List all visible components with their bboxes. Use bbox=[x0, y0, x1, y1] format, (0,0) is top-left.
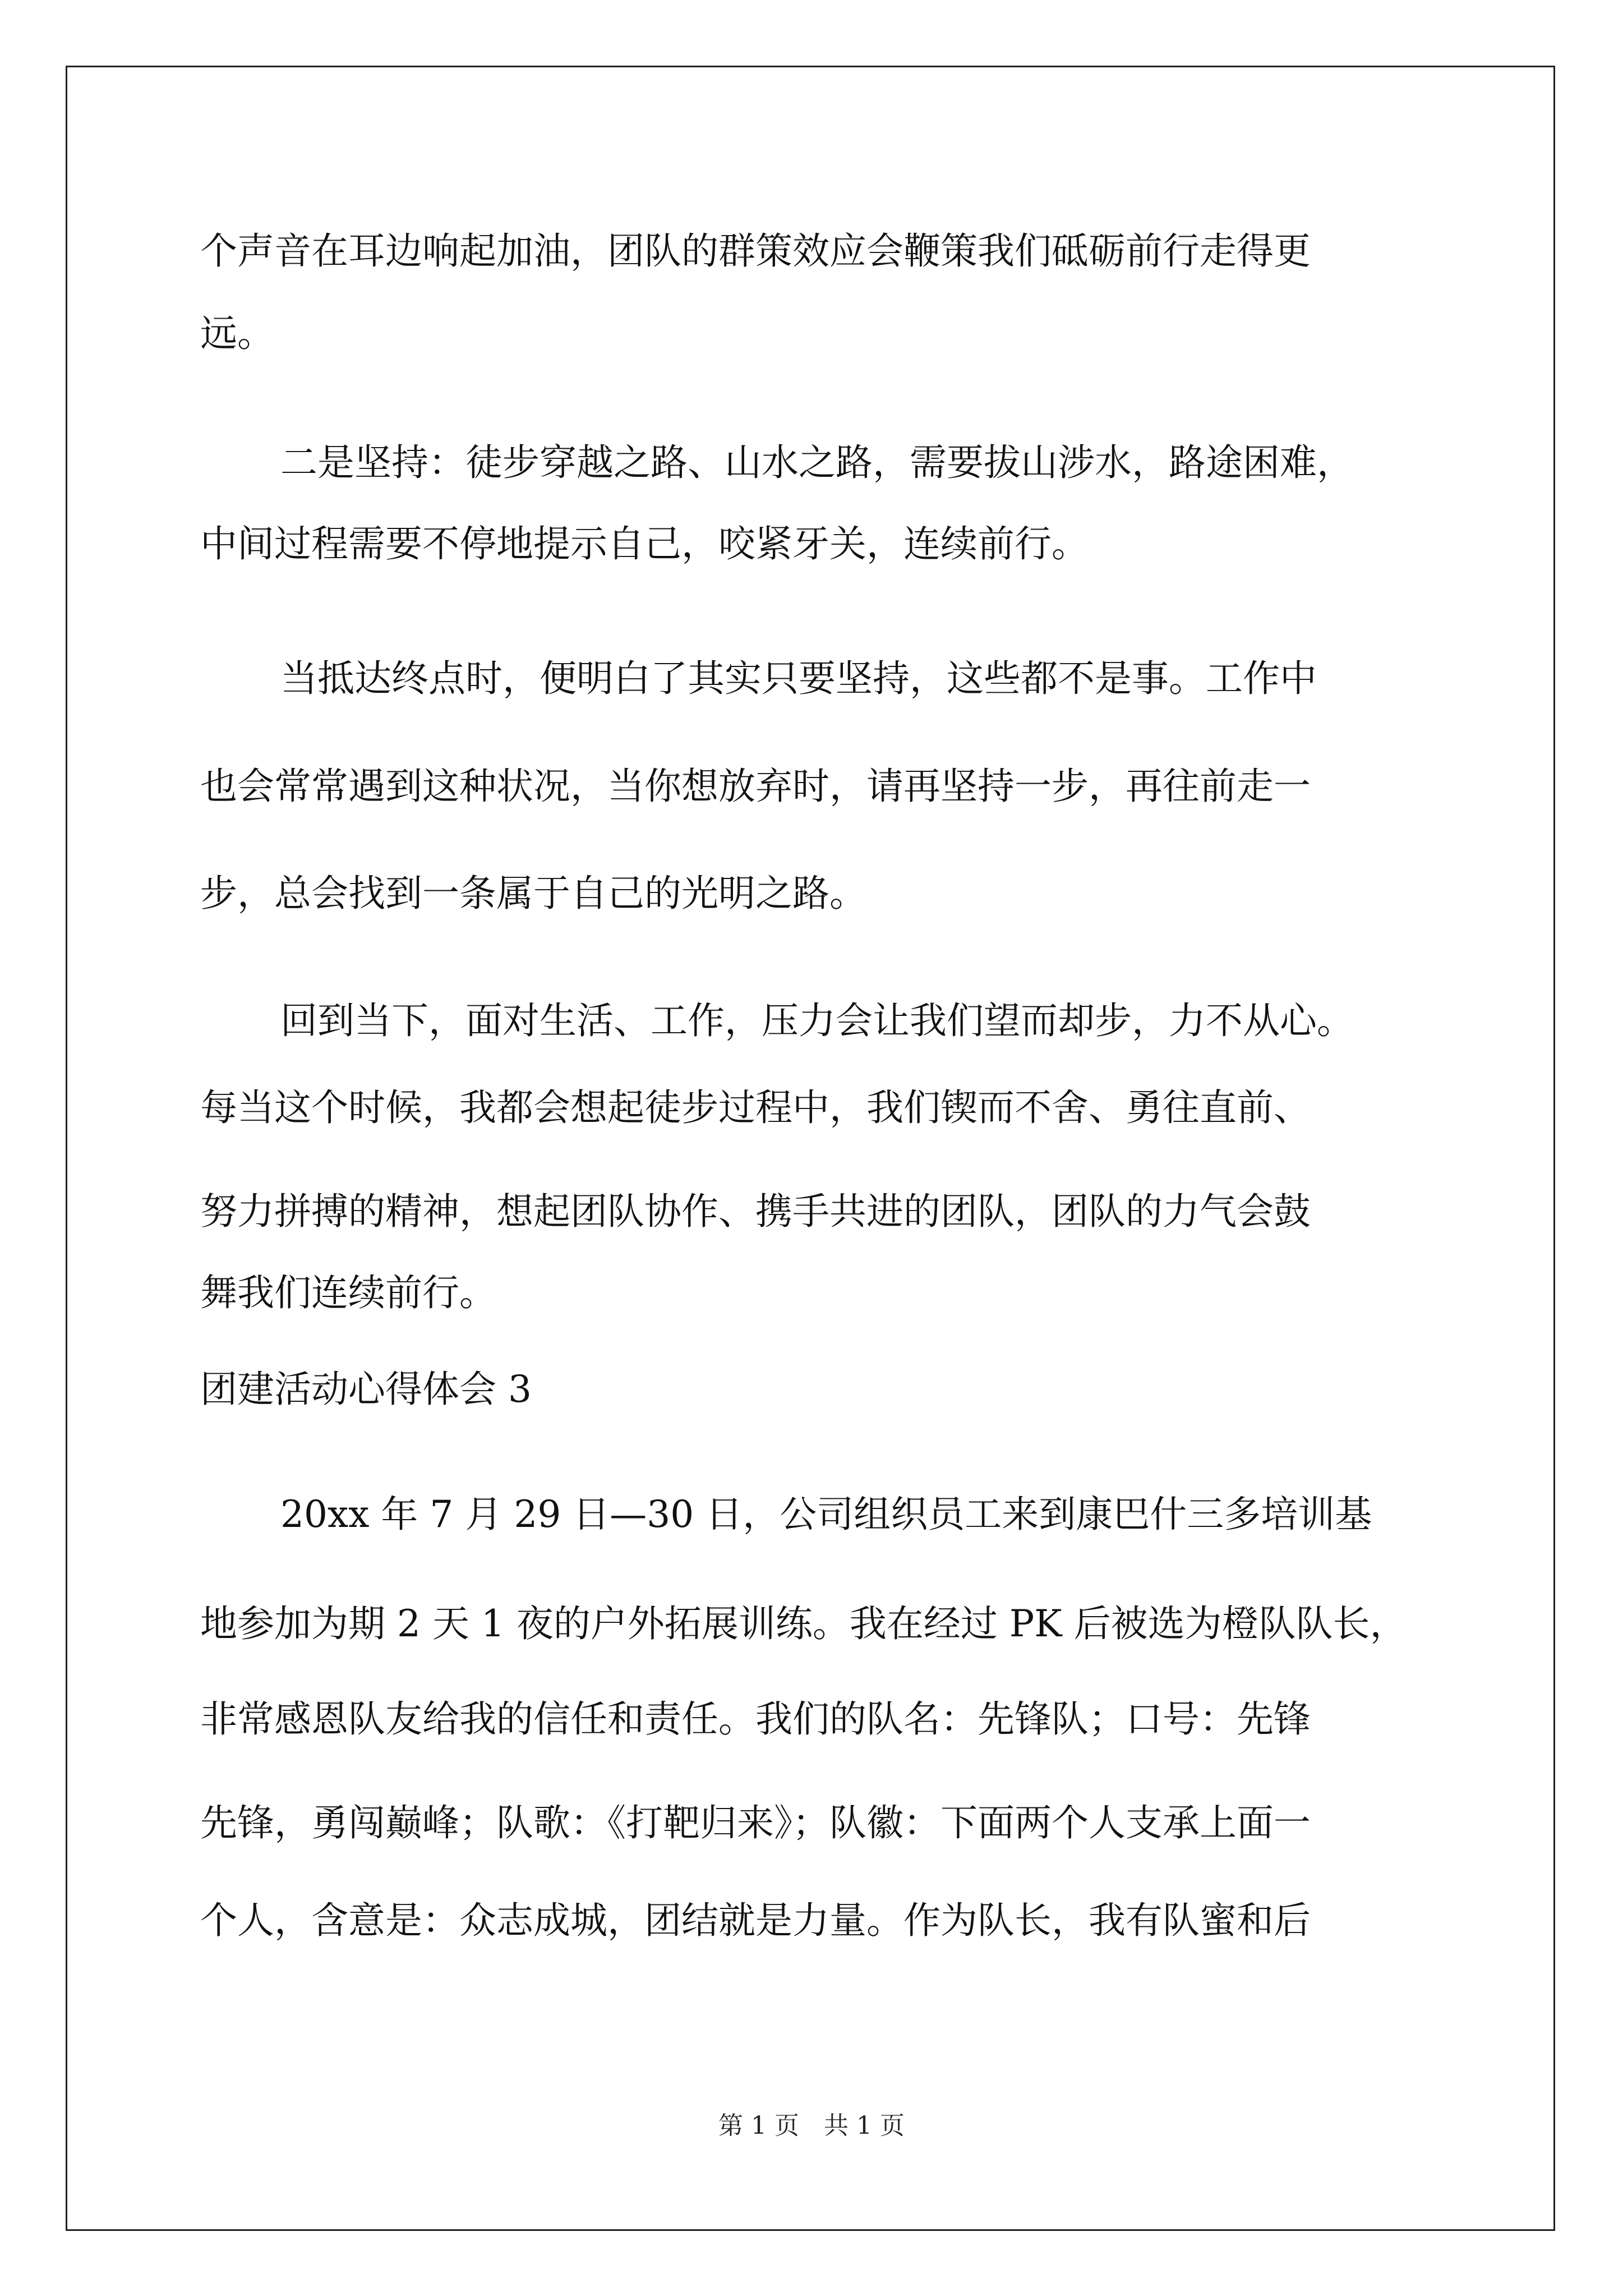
body-line: 远。 bbox=[200, 312, 274, 355]
body-line: 非常感恩队友给我的信任和责任。我们的队名：先锋队；口号：先锋 bbox=[200, 1697, 1311, 1741]
body-line: 个声音在耳边响起加油，团队的群策效应会鞭策我们砥砺前行走得更 bbox=[200, 229, 1311, 273]
paragraph-first-line: 二是坚持：徒步穿越之路、山水之路，需要拔山涉水，路途困难， bbox=[280, 441, 1354, 484]
paragraph-first-line: 当抵达终点时，便明白了其实只要坚持，这些都不是事。工作中 bbox=[280, 657, 1317, 700]
page-number-footer: 第 1 页 共 1 页 bbox=[718, 2111, 905, 2140]
body-line: 个人，含意是：众志成城，团结就是力量。作为队长，我有队蜜和后 bbox=[200, 1899, 1311, 1942]
body-line: 努力拼搏的精神，想起团队协作、携手共进的团队，团队的力气会鼓 bbox=[200, 1190, 1311, 1233]
paragraph-first-line: 20xx 年 7 月 29 日—30 日，公司组织员工来到康巴什三多培训基 bbox=[280, 1493, 1372, 1536]
body-line: 地参加为期 2 天 1 夜的户外拓展训练。我在经过 PK 后被选为橙队队长， bbox=[200, 1602, 1407, 1645]
section-heading: 团建活动心得体会 3 bbox=[200, 1368, 532, 1411]
body-line: 也会常常遇到这种状况，当你想放弃时，请再坚持一步，再往前走一 bbox=[200, 765, 1311, 808]
body-line: 先锋，勇闯巅峰；队歌：《打靶归来》；队徽：下面两个人支承上面一 bbox=[200, 1801, 1311, 1844]
body-line: 舞我们连续前行。 bbox=[200, 1271, 496, 1314]
paragraph-first-line: 回到当下，面对生活、工作，压力会让我们望而却步，力不从心。 bbox=[280, 999, 1354, 1042]
body-line: 每当这个时候，我都会想起徒步过程中，我们锲而不舍、勇往直前、 bbox=[200, 1086, 1311, 1129]
body-line: 步，总会找到一条属于自己的光明之路。 bbox=[200, 872, 866, 915]
body-line: 中间过程需要不停地提示自己，咬紧牙关，连续前行。 bbox=[200, 522, 1089, 565]
